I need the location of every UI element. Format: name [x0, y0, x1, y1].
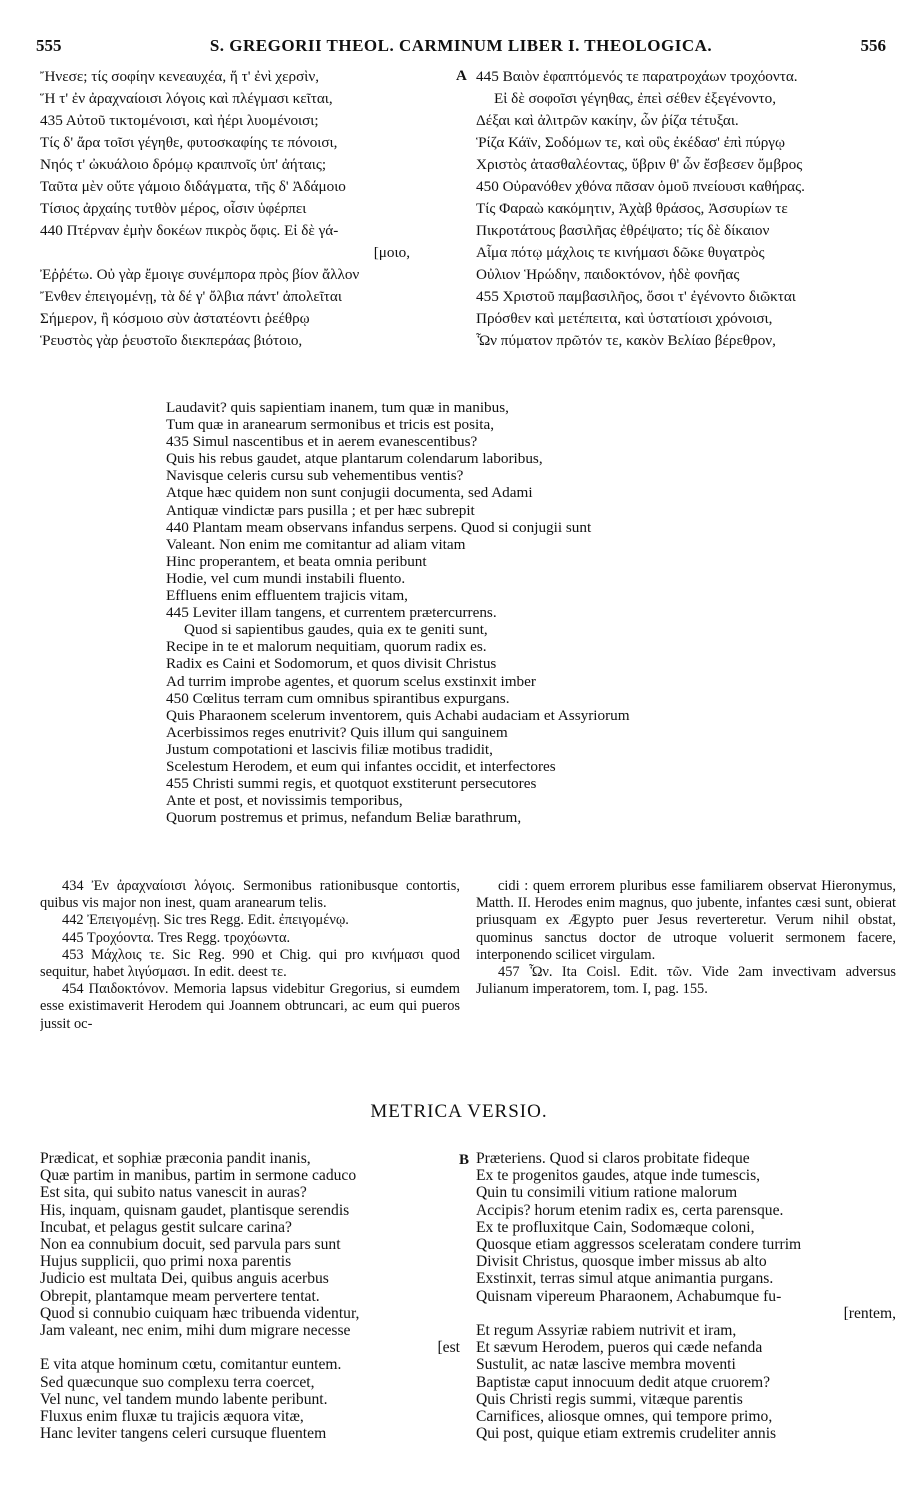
- greek-verse-line: Εἰ δὲ σοφοῖσι γέγηθας, ἐπεὶ σέθεν ἐξεγένοντο,: [494, 90, 776, 107]
- latin-verse-line: Radix es Caini et Sodomorum, et quos divisit Christus: [166, 655, 497, 673]
- greek-verse-line: Δέξαι καὶ ἀλιτρῶν κακίην, ὧν ῥίζα τέτυξαι.: [476, 112, 739, 129]
- metrica-verse-line: Fluxus enim fluxæ tu trajicis æquora vitæ,: [40, 1408, 304, 1426]
- greek-verse-line: Πρόσθεν καὶ μετέπειτα, καὶ ὑστατίοισι χρόνοισι,: [476, 310, 773, 327]
- greek-verse-line: Ἐῤῥέτω. Οὐ γὰρ ἔμοιγε συνέμπορα πρὸς βίον ἄλλον: [40, 266, 360, 283]
- metrica-verse-line: Sed quæcunque suo complexu terra coercet,: [40, 1373, 315, 1391]
- latin-verse-line: 435 Simul nascentibus et in aerem evanescentibus?: [166, 433, 478, 451]
- greek-text-right-column: [476, 66, 896, 352]
- metrica-verse-line: Quod si connubio cuiquam hæc tribuenda videntur,: [40, 1304, 360, 1322]
- greek-verse-line: Τίσιος ἀρχαίης τυτθὸν μέρος, οἷσιν ὑφέρπει: [40, 200, 307, 217]
- metrica-verse-line: Baptistæ caput innocuum dedit atque cruorem?: [476, 1373, 771, 1391]
- greek-text-left-column: [40, 66, 450, 352]
- metrica-verse-line: Judicio est multata Dei, quibus anguis acerbus: [40, 1270, 329, 1288]
- greek-verse-line: Ῥευστὸς γὰρ ῥευστοῖο διεκπεράας βιότοιο,: [40, 332, 303, 349]
- latin-verse-line: Ante et post, et novissimis temporibus,: [166, 792, 403, 810]
- greek-verse-line: Τίς δ' ἄρα τοῖσι γέγηθε, φυτοσκαφίης τε πόνοισι,: [40, 134, 338, 151]
- greek-verse-line: Νηός τ' ὠκυάλοιο δρόμῳ κραιπνοῖς ὑπ' ἀήταις;: [40, 156, 327, 173]
- latin-verse-line: 450 Cœlitus terram cum omnibus spirantibus expurgans.: [166, 689, 510, 707]
- greek-verse-line: [μοιο,: [373, 244, 410, 261]
- greek-verse-line: 455 Χριστοῦ παμβασιλῆος, ὅσοι τ' ἐγένοντο διῶκται: [476, 288, 796, 305]
- metrica-verse-line: Ex te profluxitque Cain, Sodomæque coloni,: [476, 1218, 755, 1236]
- greek-verse-line: Ἥ τ' ἐν ἀραχναίοισι λόγοις καὶ πλέγμασι κεῖται,: [40, 90, 333, 107]
- metrica-verse-line: [rentem,: [843, 1304, 896, 1322]
- metrica-verse-line: Et sævum Herodem, pueros qui cæde nefanda: [476, 1339, 763, 1357]
- metrica-verse-line: E vita atque hominum cœtu, comitantur euntem.: [40, 1356, 342, 1374]
- latin-verse-line: Recipe in te et malorum nequitiam, quorum radix es.: [166, 638, 487, 656]
- latin-verse-line: Quis Pharaonem scelerum inventorem, quis Achabi audaciam et Assyriorum: [166, 706, 630, 724]
- greek-verse-line: Ἔνθεν ἐπειγομένῃ, τὰ δέ γ' ὄλβια πάντ' ἀπολεῖται: [40, 288, 342, 305]
- greek-verse-line: 445 Βαιὸν ἐφαπτόμενός τε παρατροχάων τροχόοντα.: [476, 68, 798, 85]
- latin-verse-line: Ad turrim improbe agentes, et quorum scelus exstinxit imber: [166, 672, 536, 690]
- running-title: S. GREGORII THEOL. CARMINUM LIBER I. THEOLOGICA.: [209, 36, 713, 55]
- greek-verse-line: Σήμερον, ἢ κόσμοιο σὺν ἀστατέοντι ῥεέθρῳ: [40, 310, 310, 327]
- metrica-verse-line: His, inquam, quisnam gaudet, plantisque serendis: [40, 1201, 350, 1219]
- latin-translation: [166, 399, 826, 826]
- latin-verse-line: Quorum postremus et primus, nefandum Beliæ barathrum,: [166, 809, 522, 827]
- greek-verse-line: 435 Αὐτοῦ τικτομένοισι, καὶ ἠέρι λυομένοισι;: [40, 112, 319, 129]
- footnote-entry: 457 Ὧν. Ita Coisl. Edit. τῶν. Vide 2am invectivam adversus Julianum imperatorem, tom. I, pag. 155.: [476, 964, 896, 998]
- footnote-entry: cidi : quem errorem pluribus esse familiarem observat Hieronymus, Matth. II. Herodes enim magnus, quo jubente, infantes cæsi sunt, obierat priusquam ex Ægypto puer Jesus reverteretur. Verum nihil obstat, quominus sanctus doctor de utroque voluerit sermonem facere, interponendo scilicet virgulam.: [476, 878, 896, 963]
- latin-verse-line: Acerbissimos reges enutrivit? Quis illum qui sanguinem: [166, 723, 508, 741]
- latin-verse-line: Justum compotationi et lascivis filiæ motibus tradidit,: [166, 740, 493, 758]
- greek-verse-line: Αἷμα πότῳ μάχλοις τε κινήμασι δῶκε θυγατρὸς: [476, 244, 765, 261]
- greek-verse-line: Οὐλιον Ἡρώδην, παιδοκτόνον, ἠδὲ φονῆας: [476, 266, 740, 283]
- latin-verse-line: Tum quæ in aranearum sermonibus et tricis est posita,: [166, 416, 495, 434]
- metrica-verse-line: Incubat, et pelagus gestit sulcare carina?: [40, 1218, 292, 1236]
- metrica-verse-line: Quisnam vipereum Pharaonem, Achabumque fu-: [476, 1287, 782, 1305]
- metrica-verse-line: Quæ partim in manibus, partim in sermone caduco: [40, 1167, 357, 1185]
- greek-verse-line: Ῥίζα Κάϊν, Σοδόμων τε, καὶ οὓς ἐκέδασ' ἐπὶ πύργῳ: [476, 134, 786, 151]
- footnotes-left-column: [40, 878, 460, 1033]
- latin-verse-line: Atque hæc quidem non sunt conjugii documenta, sed Adami: [166, 484, 533, 502]
- metrica-verse-line: Hanc leviter tangens celeri cursuque fluentem: [40, 1425, 327, 1443]
- latin-verse-line: Hinc properantem, et beata omnia peribunt: [166, 552, 427, 570]
- latin-verse-line: Laudavit? quis sapientiam inanem, tum quæ in manibus,: [166, 399, 509, 416]
- metrica-verse-line: Non ea connubium docuit, sed parvula pars sunt: [40, 1236, 341, 1254]
- greek-verse-line: 450 Οὐρανόθεν χθόνα πᾶσαν ὁμοῦ πνείουσι καθήρας.: [476, 178, 805, 195]
- latin-verse-line: Navisque celeris cursu sub vehementibus ventis?: [166, 467, 464, 485]
- metrica-verse-line: Vel nunc, vel tandem mundo labente peribunt.: [40, 1390, 328, 1408]
- footnotes-right-column: [476, 878, 896, 998]
- metrica-verse-line: Jam valeant, nec enim, mihi dum migrare necesse: [40, 1322, 351, 1340]
- latin-verse-line: 445 Leviter illam tangens, et currentem prætercurrens.: [166, 604, 497, 622]
- page-number-right: 556: [860, 36, 886, 55]
- latin-verse-line: Scelestum Herodem, et eum qui infantes occidit, et interfectores: [166, 757, 556, 775]
- metrica-verse-line: Et regum Assyriæ rabiem nutrivit et iram,: [476, 1322, 737, 1340]
- latin-verse-line: Valeant. Non enim me comitantur ad aliam vitam: [166, 535, 466, 553]
- footnote-entry: 442 Ἐπειγομένῃ. Sic tres Regg. Edit. ἐπειγομένῳ.: [62, 912, 349, 929]
- greek-verse-line: Ἤνεσε; τίς σοφίην κενεαυχέα, ἥ τ' ἐνὶ χερσὶν,: [40, 68, 320, 85]
- footnote-entry: 454 Παιδοκτόνον. Memoria lapsus videbitur Gregorius, si eumdem esse existimaverit Herodem qui Joannem obtruncari, ac eum qui pueros jussit oc-: [40, 981, 460, 1032]
- metrica-verse-line: [est: [437, 1339, 460, 1357]
- metrica-verse-line: Hujus supplicii, quo primi noxa parentis: [40, 1253, 292, 1271]
- metrica-verse-line: Accipis? horum etenim radix es, certa parensque.: [476, 1201, 784, 1219]
- metrica-verse-line: Divisit Christus, quosque imber missus ab alto: [476, 1253, 767, 1271]
- metrica-verse-line: Quin tu consimili vitium ratione malorum: [476, 1184, 738, 1202]
- footnote-entry: 453 Μάχλοις τε. Sic Reg. 990 et Chig. qui pro κινήμασι quod sequitur, habet λιγύσμασι. In edit. deest τε.: [40, 946, 460, 981]
- metrica-verse-line: Quis Christi regis summi, vitæque parentis: [476, 1390, 743, 1408]
- metrica-verse-line: Prædicat, et sophiæ præconia pandit inanis,: [40, 1150, 311, 1167]
- latin-verse-line: Effluens enim effluentem trajicis vitam,: [166, 587, 408, 605]
- metrica-verse-line: Ex te progenitos gaudes, atque inde tumescis,: [476, 1167, 761, 1185]
- running-header: [36, 36, 886, 60]
- metrica-verse-line: Præteriens. Quod si claros probitate fideque: [476, 1150, 750, 1167]
- greek-verse-line: Ταῦτα μὲν οὔτε γάμοιο διδάγματα, τῆς δ' Ἀδάμοιο: [40, 178, 346, 195]
- metrica-verse-line: Exstinxit, terras simul atque animantia purgans.: [476, 1270, 774, 1288]
- latin-verse-line: Hodie, vel cum mundi instabili fluento.: [166, 569, 406, 587]
- metrica-verse-line: Obrepit, plantamque meam pervertere tentat.: [40, 1287, 320, 1305]
- metrica-versio-right-column: [476, 1150, 896, 1442]
- latin-verse-line: 440 Plantam meam observans infandus serpens. Quod si conjugii sunt: [166, 518, 592, 536]
- greek-verse-line: Πικροτάτους βασιλῆας ἐθρέψατο; τίς δὲ δίκαιον: [476, 222, 770, 239]
- latin-verse-line: 455 Christi summi regis, et quotquot exstiterunt persecutores: [166, 775, 537, 793]
- metrica-verse-line: Carnifices, aliosque omnes, qui tempore primo,: [476, 1408, 773, 1426]
- greek-verse-line: Ὧν πύματον πρῶτόν τε, κακὸν Βελίαο βέρεθρον,: [476, 332, 776, 349]
- latin-verse-line: Quis his rebus gaudet, atque plantarum colendarum laboribus,: [166, 450, 543, 468]
- metrica-verse-line: Quosque etiam aggressos sceleratam condere turrim: [476, 1236, 802, 1254]
- footnote-entry: 434 Ἐν ἀραχναίοισι λόγοις. Sermonibus rationibusque contortis, quibus vis major non inest, quam aranearum telis.: [40, 878, 460, 912]
- metrica-verse-line: Est sita, qui subito natus vanescit in auras?: [40, 1184, 307, 1202]
- column-marker-b: B: [459, 1152, 470, 1168]
- latin-verse-line: Antiquæ vindictæ pars pusilla ; et per hæc subrepit: [166, 501, 475, 519]
- greek-verse-line: Τίς Φαραὼ κακόμητιν, Ἀχὰβ θράσος, Ἀσσυρίων τε: [476, 200, 788, 217]
- metrica-verse-line: Sustulit, ac natæ lascive membra moventi: [476, 1356, 736, 1374]
- section-title: METRICA VERSIO.: [370, 1101, 548, 1122]
- greek-verse-line: Χριστὸς ἀτασθαλέοντας, ὕβριν θ' ὧν ἔσβεσεν ὄμβρος: [476, 156, 803, 173]
- metrica-versio-left-column: [40, 1150, 460, 1442]
- footnote-entry: 445 Τροχόοντα. Tres Regg. τροχόωντα.: [62, 929, 291, 946]
- page-number-left: 555: [36, 36, 62, 55]
- column-marker-a: A: [456, 68, 467, 84]
- latin-verse-line: Quod si sapientibus gaudes, quia ex te geniti sunt,: [184, 621, 488, 639]
- greek-verse-line: 440 Πτέρναν ἐμὴν δοκέων πικρὸς ὄφις. Εἰ δὲ γά-: [40, 222, 339, 239]
- metrica-verse-line: Qui post, quique etiam extremis crudeliter annis: [476, 1425, 777, 1443]
